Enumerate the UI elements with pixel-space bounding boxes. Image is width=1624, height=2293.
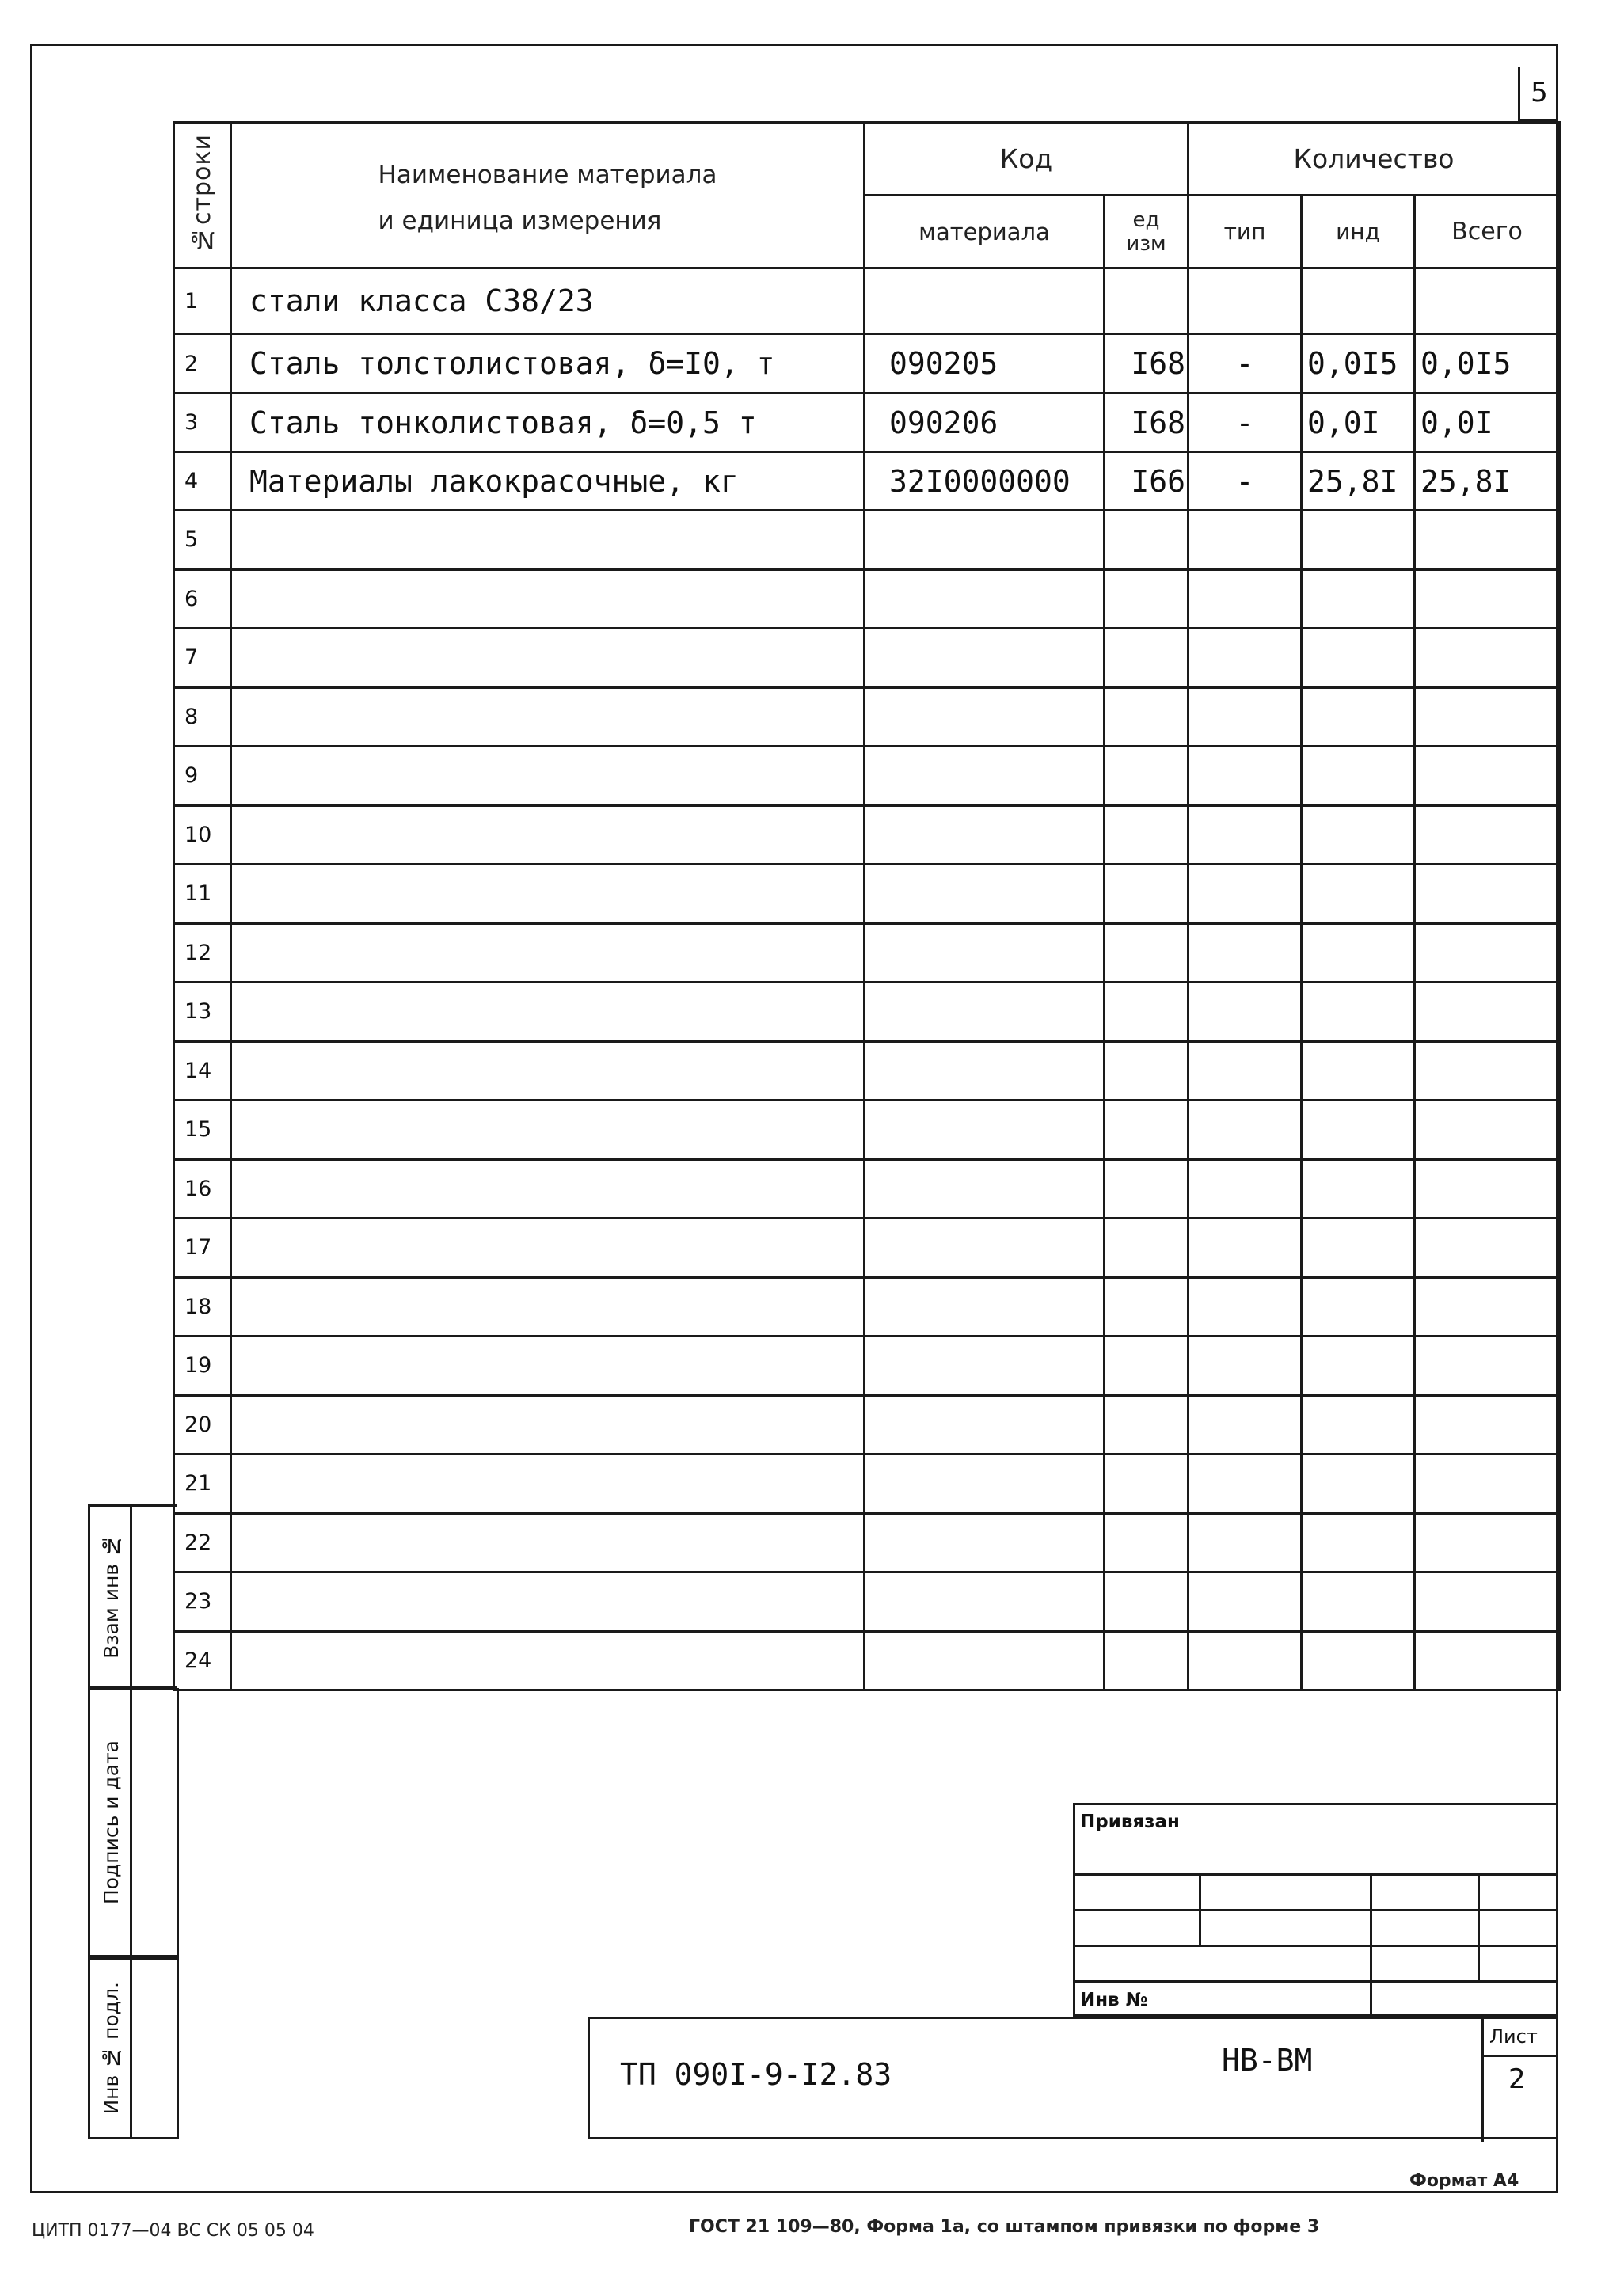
material-name <box>231 1572 865 1632</box>
page-number: 5 <box>1518 67 1558 121</box>
qty-ind <box>1302 1101 1415 1160</box>
table-row <box>174 569 1560 629</box>
row-number: 19 <box>174 1337 231 1396</box>
row-number: 12 <box>174 923 231 983</box>
qty-type <box>1189 865 1302 924</box>
qty-total <box>1415 1337 1560 1396</box>
qty-total <box>1415 865 1560 924</box>
unit-code <box>1105 747 1189 806</box>
table-row <box>174 1337 1560 1396</box>
qty-ind: 0,0I <box>1302 394 1415 452</box>
table-row <box>174 983 1560 1042</box>
footer-left: ЦИТП 0177—04 ВС СК 05 05 04 <box>32 2221 314 2241</box>
material-code <box>865 511 1105 570</box>
qty-type <box>1189 511 1302 570</box>
material-name <box>231 511 865 570</box>
footer-format: Формат А4 <box>1409 2171 1519 2191</box>
row-number: 16 <box>174 1159 231 1219</box>
qty-type <box>1189 1631 1302 1690</box>
material-name <box>231 569 865 629</box>
unit-code <box>1105 1277 1189 1337</box>
material-code <box>865 629 1105 688</box>
sheet-label: Лист <box>1489 2025 1538 2048</box>
table-row <box>174 1395 1560 1455</box>
material-name <box>231 865 865 924</box>
qty-type <box>1189 569 1302 629</box>
material-code <box>865 1041 1105 1101</box>
header-qty-ind: инд <box>1302 196 1415 268</box>
material-name <box>231 1277 865 1337</box>
qty-type <box>1189 1337 1302 1396</box>
qty-ind <box>1302 687 1415 747</box>
material-code <box>865 1395 1105 1455</box>
row-number: 17 <box>174 1219 231 1278</box>
table-row <box>174 923 1560 983</box>
material-code <box>865 687 1105 747</box>
unit-code <box>1105 1219 1189 1278</box>
unit-code: I68 <box>1105 334 1189 394</box>
qty-type: - <box>1189 334 1302 394</box>
table-row <box>174 1101 1560 1160</box>
unit-code <box>1105 511 1189 570</box>
qty-total <box>1415 1395 1560 1455</box>
qty-total <box>1415 1277 1560 1337</box>
material-code <box>865 1455 1105 1514</box>
unit-code <box>1105 983 1189 1042</box>
unit-code <box>1105 1101 1189 1160</box>
qty-ind <box>1302 1513 1415 1572</box>
row-number: 21 <box>174 1455 231 1514</box>
qty-type <box>1189 1219 1302 1278</box>
qty-ind <box>1302 1041 1415 1101</box>
unit-code <box>1105 1455 1189 1514</box>
unit-code <box>1105 923 1189 983</box>
row-number: 20 <box>174 1395 231 1455</box>
inv-no-label: Инв № <box>1080 1990 1148 2010</box>
material-code <box>865 805 1105 865</box>
unit-code <box>1105 1041 1189 1101</box>
row-number: 7 <box>174 629 231 688</box>
qty-total <box>1415 1572 1560 1632</box>
material-code <box>865 268 1105 334</box>
header-name: Наименование материала и единица измерения <box>231 123 865 268</box>
qty-total <box>1415 268 1560 334</box>
row-number: 1 <box>174 268 231 334</box>
qty-ind <box>1302 865 1415 924</box>
row-number: 9 <box>174 747 231 806</box>
qty-type <box>1189 629 1302 688</box>
qty-total <box>1415 1631 1560 1690</box>
row-number: 13 <box>174 983 231 1042</box>
header-qty-total: Всего <box>1415 196 1560 268</box>
table-row <box>174 1219 1560 1278</box>
row-number: 6 <box>174 569 231 629</box>
qty-type <box>1189 1159 1302 1219</box>
material-name <box>231 1219 865 1278</box>
table-row <box>174 1513 1560 1572</box>
unit-code <box>1105 1395 1189 1455</box>
table-row <box>174 394 1560 452</box>
material-code: 090205 <box>865 334 1105 394</box>
qty-ind <box>1302 1631 1415 1690</box>
qty-total <box>1415 747 1560 806</box>
qty-type <box>1189 1395 1302 1455</box>
qty-total: 0,0I <box>1415 394 1560 452</box>
qty-ind <box>1302 1572 1415 1632</box>
qty-total <box>1415 1041 1560 1101</box>
qty-total <box>1415 569 1560 629</box>
qty-type <box>1189 1513 1302 1572</box>
row-number: 24 <box>174 1631 231 1690</box>
qty-ind: 25,8I <box>1302 452 1415 511</box>
material-code <box>865 983 1105 1042</box>
privyazan-label: Привязан <box>1080 1812 1180 1832</box>
footer-center: ГОСТ 21 109—80, Форма 1а, со штампом привязки по форме 3 <box>689 2217 1320 2237</box>
qty-ind <box>1302 268 1415 334</box>
row-number: 14 <box>174 1041 231 1101</box>
qty-total <box>1415 1455 1560 1514</box>
binding-stamp <box>1073 1803 1558 2017</box>
material-name <box>231 1631 865 1690</box>
material-code: 32I0000000 <box>865 452 1105 511</box>
table-row <box>174 1277 1560 1337</box>
side-inv-original: Инв № подл. <box>88 1957 177 2139</box>
unit-code <box>1105 1159 1189 1219</box>
material-code: 090206 <box>865 394 1105 452</box>
qty-ind <box>1302 1455 1415 1514</box>
material-name <box>231 1159 865 1219</box>
qty-ind <box>1302 1159 1415 1219</box>
qty-total: 25,8I <box>1415 452 1560 511</box>
unit-code <box>1105 1631 1189 1690</box>
unit-code <box>1105 1337 1189 1396</box>
qty-ind <box>1302 1337 1415 1396</box>
qty-ind <box>1302 923 1415 983</box>
row-number: 10 <box>174 805 231 865</box>
material-name <box>231 923 865 983</box>
material-code <box>865 1101 1105 1160</box>
unit-code <box>1105 1572 1189 1632</box>
material-code <box>865 1572 1105 1632</box>
row-number: 8 <box>174 687 231 747</box>
material-code <box>865 865 1105 924</box>
qty-ind <box>1302 983 1415 1042</box>
material-name <box>231 1041 865 1101</box>
qty-type <box>1189 1455 1302 1514</box>
material-name <box>231 1455 865 1514</box>
qty-type <box>1189 268 1302 334</box>
material-code <box>865 1277 1105 1337</box>
side-vzam-inv: Взам инв № <box>88 1504 177 1688</box>
material-name: Материалы лакокрасочные, кг <box>231 452 865 511</box>
qty-type <box>1189 687 1302 747</box>
qty-ind <box>1302 747 1415 806</box>
material-name: Сталь толстолистовая, δ=I0, т <box>231 334 865 394</box>
unit-code <box>1105 687 1189 747</box>
qty-type <box>1189 1041 1302 1101</box>
unit-code <box>1105 805 1189 865</box>
document-code: ТП 090I-9-I2.83 <box>620 2057 892 2092</box>
qty-type <box>1189 747 1302 806</box>
qty-total <box>1415 923 1560 983</box>
table-row <box>174 747 1560 806</box>
qty-ind <box>1302 1277 1415 1337</box>
material-name <box>231 1101 865 1160</box>
header-code-material: материала <box>865 196 1105 268</box>
qty-type <box>1189 1277 1302 1337</box>
unit-code: I66 <box>1105 452 1189 511</box>
table-row <box>174 629 1560 688</box>
sheet-number: 2 <box>1508 2063 1526 2095</box>
material-name <box>231 747 865 806</box>
row-number: 11 <box>174 865 231 924</box>
material-code <box>865 1337 1105 1396</box>
table-row <box>174 511 1560 570</box>
table-row <box>174 1159 1560 1219</box>
table-row <box>174 334 1560 394</box>
material-name: Сталь тонколистовая, δ=0,5 т <box>231 394 865 452</box>
material-name <box>231 805 865 865</box>
unit-code <box>1105 268 1189 334</box>
unit-code <box>1105 1513 1189 1572</box>
title-block <box>588 2017 1558 2139</box>
header-code-unit: ед изм <box>1105 196 1189 268</box>
qty-type <box>1189 805 1302 865</box>
material-name: стали класса С38/23 <box>231 268 865 334</box>
qty-ind <box>1302 629 1415 688</box>
table-row <box>174 687 1560 747</box>
row-number: 22 <box>174 1513 231 1572</box>
material-code <box>865 569 1105 629</box>
qty-type <box>1189 983 1302 1042</box>
qty-total <box>1415 1101 1560 1160</box>
table-row <box>174 805 1560 865</box>
qty-total <box>1415 511 1560 570</box>
unit-code <box>1105 629 1189 688</box>
table-row <box>174 1041 1560 1101</box>
header-row-number: №строки <box>174 123 231 268</box>
material-name <box>231 1337 865 1396</box>
qty-total <box>1415 1159 1560 1219</box>
qty-ind <box>1302 569 1415 629</box>
qty-total <box>1415 1219 1560 1278</box>
table-row <box>174 1631 1560 1690</box>
document-mark: НВ-ВМ <box>1222 2043 1313 2078</box>
qty-type <box>1189 1101 1302 1160</box>
qty-ind <box>1302 805 1415 865</box>
material-code <box>865 747 1105 806</box>
side-signature-date: Подпись и дата <box>88 1688 177 1957</box>
table-row <box>174 1455 1560 1514</box>
unit-code <box>1105 569 1189 629</box>
material-name <box>231 1395 865 1455</box>
qty-ind <box>1302 1219 1415 1278</box>
table-row <box>174 452 1560 511</box>
unit-code: I68 <box>1105 394 1189 452</box>
table-row <box>174 268 1560 334</box>
header-code: Код <box>865 123 1189 196</box>
materials-table <box>173 121 1561 1691</box>
material-name <box>231 687 865 747</box>
table-row <box>174 865 1560 924</box>
row-number: 2 <box>174 334 231 394</box>
qty-ind <box>1302 511 1415 570</box>
header-quantity: Количество <box>1189 123 1560 196</box>
material-code <box>865 1513 1105 1572</box>
qty-total <box>1415 983 1560 1042</box>
unit-code <box>1105 865 1189 924</box>
row-number: 18 <box>174 1277 231 1337</box>
material-name <box>231 629 865 688</box>
row-number: 5 <box>174 511 231 570</box>
material-code <box>865 1159 1105 1219</box>
material-code <box>865 923 1105 983</box>
material-code <box>865 1631 1105 1690</box>
qty-total <box>1415 629 1560 688</box>
qty-ind: 0,0I5 <box>1302 334 1415 394</box>
qty-type <box>1189 923 1302 983</box>
material-name <box>231 983 865 1042</box>
qty-type <box>1189 1572 1302 1632</box>
header-qty-type: тип <box>1189 196 1302 268</box>
qty-type: - <box>1189 452 1302 511</box>
qty-ind <box>1302 1395 1415 1455</box>
qty-total <box>1415 805 1560 865</box>
row-number: 4 <box>174 452 231 511</box>
qty-total <box>1415 687 1560 747</box>
qty-type: - <box>1189 394 1302 452</box>
material-name <box>231 1513 865 1572</box>
material-code <box>865 1219 1105 1278</box>
table-row <box>174 1572 1560 1632</box>
row-number: 15 <box>174 1101 231 1160</box>
row-number: 3 <box>174 394 231 452</box>
qty-total <box>1415 1513 1560 1572</box>
row-number: 23 <box>174 1572 231 1632</box>
qty-total: 0,0I5 <box>1415 334 1560 394</box>
